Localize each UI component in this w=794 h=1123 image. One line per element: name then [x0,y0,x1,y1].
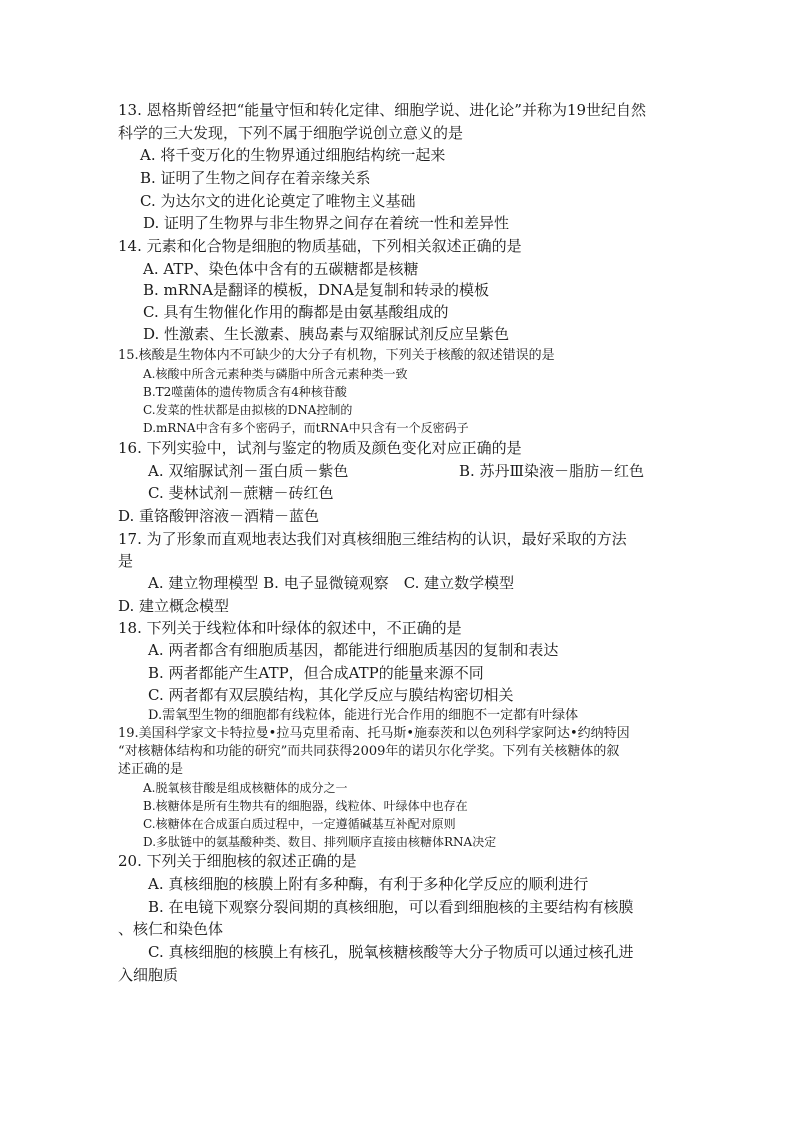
q19-option-a: A.脱氧核苷酸是组成核糖体的成分之一 [143,781,348,795]
q18-option-d: D.需氧型生物的细胞都有线粒体，能进行光合作用的细胞不一定都有叶绿体 [148,708,579,723]
q20-option-c-line2: 入细胞质 [118,966,179,984]
q15-option-a: A.核酸中所含元素种类与磷脂中所含元素种类一致 [143,367,408,381]
q19-stem-line3: 述正确的是 [118,762,184,777]
q20-option-a: A. 真核细胞的核膜上附有多种酶，有利于多种化学反应的顺利进行 [148,875,589,893]
q13-option-d: D. 证明了生物界与非生物界之间存在着统一性和差异性 [143,214,510,232]
q18-option-b: B. 两者都能产生ATP，但合成ATP的能量来源不同 [148,664,484,682]
q14-option-b: B. mRNA是翻译的模板，DNA是复制和转录的模板 [143,281,490,299]
q13-option-b: B. 证明了生物之间存在着亲缘关系 [140,169,371,187]
q13-stem-line1: 13. 恩格斯曾经把“能量守恒和转化定律、细胞学说、进化论”并称为19世纪自然 [118,101,647,119]
q19-option-c: C.核糖体在合成蛋白质过程中，一定遵循碱基互补配对原则 [143,817,456,831]
q19-stem-line1: 19.美国科学家文卡特拉曼•拉马克里希南、托马斯•施泰茨和以色列科学家阿达•约纳特因 [118,726,630,741]
q15-option-d: D.mRNA中含有多个密码子，而tRNA中只含有一个反密码子 [143,421,469,435]
q16-option-c: C. 斐林试剂－蔗糖－砖红色 [148,484,334,502]
q18-option-c: C. 两者都有双层膜结构，其化学反应与膜结构密切相关 [148,686,514,704]
q17-option-d: D. 建立概念模型 [118,597,230,615]
q20-option-c-line1: C. 真核细胞的核膜上有核孔，脱氧核糖核酸等大分子物质可以通过核孔进 [148,943,634,961]
q15-option-b: B.T2噬菌体的遗传物质含有4种核苷酸 [143,385,347,399]
q13-option-a: A. 将千变万化的生物界通过细胞结构统一起来 [140,146,446,164]
q18-option-a: A. 两者都含有细胞质基因，都能进行细胞质基因的复制和表达 [148,641,559,659]
q14-option-c: C. 具有生物催化作用的酶都是由氨基酸组成的 [143,303,449,321]
q19-stem-line2: “对核糖体结构和功能的研究”而共同获得2009年的诺贝尔化学奖。下列有关核糖体的叙 [118,744,620,759]
q13-option-c: C. 为达尔文的进化论奠定了唯物主义基础 [140,192,416,210]
q14-option-d: D. 性激素、生长激素、胰岛素与双缩脲试剂反应呈紫色 [143,325,510,343]
q14-option-a: A. ATP、染色体中含有的五碳糖都是核糖 [143,260,419,278]
q19-option-d: D.多肽链中的氨基酸种类、数目、排列顺序直接由核糖体RNA决定 [143,835,497,849]
q17-stem-line1: 17. 为了形象而直观地表达我们对真核细胞三维结构的认识，最好采取的方法 [118,530,627,548]
q16-stem: 16. 下列实验中，试剂与鉴定的物质及颜色变化对应正确的是 [118,439,522,457]
q18-stem: 18. 下列关于线粒体和叶绿体的叙述中，不正确的是 [118,619,462,637]
q16-option-a: A. 双缩脲试剂－蛋白质－紫色 [148,462,349,480]
q15-stem: 15.核酸是生物体内不可缺少的大分子有机物，下列关于核酸的叙述错误的是 [118,348,555,363]
q14-stem: 14. 元素和化合物是细胞的物质基础，下列相关叙述正确的是 [118,237,522,255]
q16-option-d: D. 重铬酸钾溶液－酒精－蓝色 [118,507,320,525]
q20-option-b-line1: B. 在电镜下观察分裂间期的真核细胞，可以看到细胞核的主要结构有核膜 [148,898,634,916]
q19-option-b: B.核糖体是所有生物共有的细胞器，线粒体、叶绿体中也存在 [143,799,468,813]
q15-option-c: C.发菜的性状都是由拟核的DNA控制的 [143,403,353,417]
q17-options-abc: A. 建立物理模型 B. 电子显微镜观察 C. 建立数学模型 [148,574,515,592]
q20-stem: 20. 下列关于细胞核的叙述正确的是 [118,852,357,870]
q17-stem-line2: 是 [118,552,134,570]
q20-option-b-line2: 、核仁和染色体 [118,920,224,938]
q16-option-b: B. 苏丹Ⅲ染液－脂肪－红色 [459,462,645,480]
q13-stem-line2: 科学的三大发现，下列不属于细胞学说创立意义的是 [118,124,464,142]
